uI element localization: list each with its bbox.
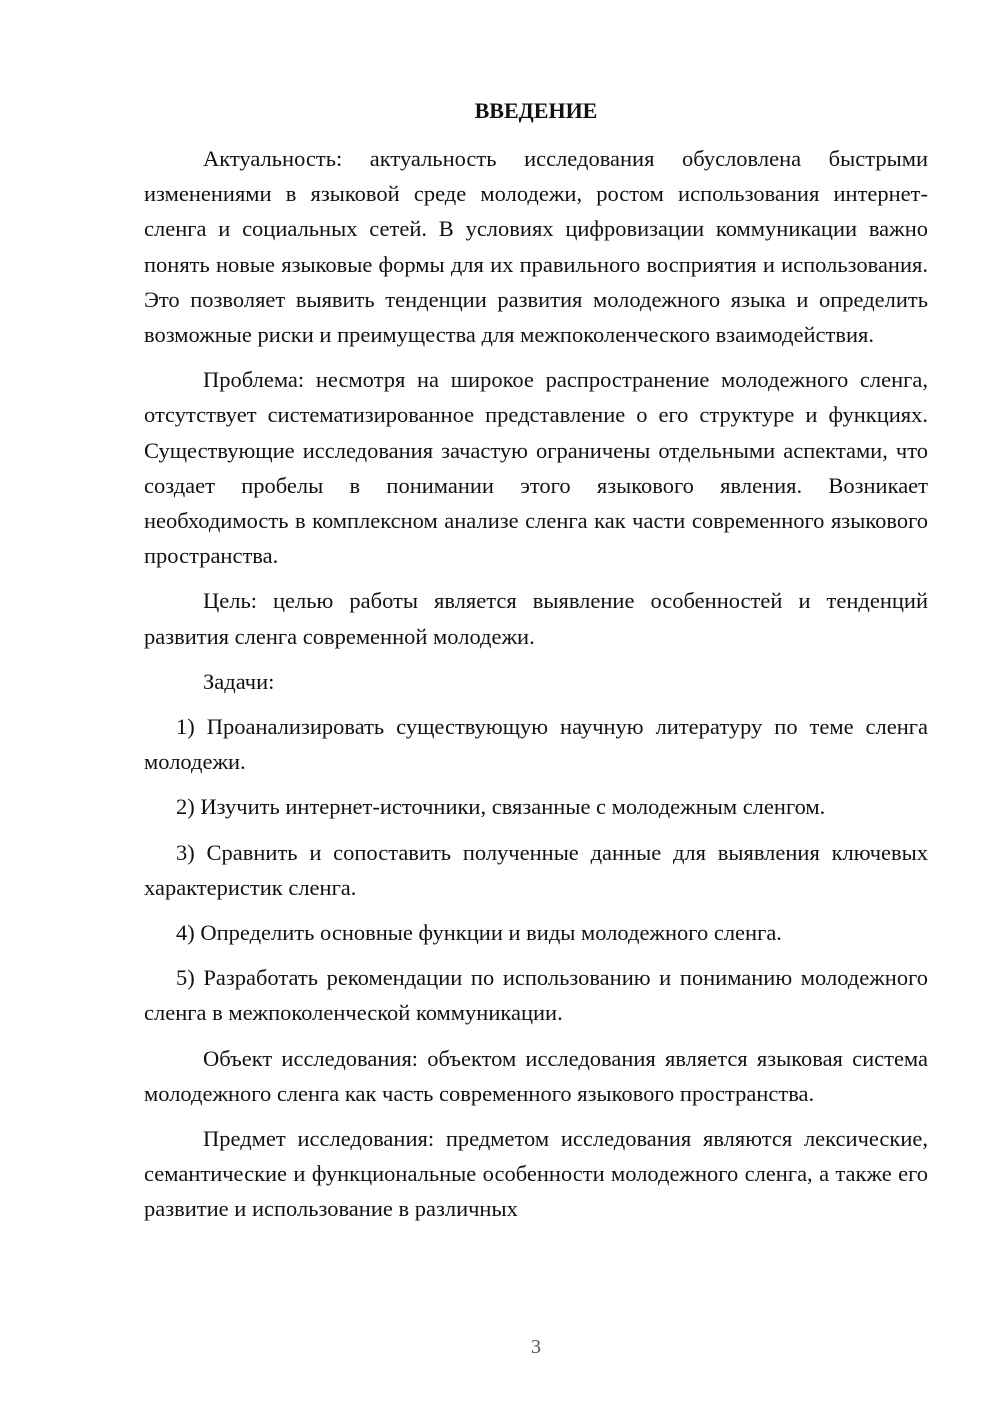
paragraph-object: Объект исследования: объектом исследования является языковая система молодежного сленга как часть современного языкового пространства. — [144, 1045, 928, 1106]
task-item: 1) Проанализировать существующую научную литературу по теме сленга молодежи. — [144, 714, 928, 775]
task-item: 4) Определить основные функции и виды молодежного сленга. — [176, 920, 782, 946]
task-item: 5) Разработать рекомендации по использованию и пониманию молодежного сленга в межпоколенческой коммуникации. — [144, 965, 928, 1026]
paragraph-tasks-heading: Задачи: — [203, 668, 275, 694]
task-item: 2) Изучить интернет-источники, связанные с молодежным сленгом. — [176, 794, 826, 820]
paragraph-goal: Цель: целью работы является выявление особенностей и тенденций развития сленга современной молодежи. — [144, 588, 928, 649]
paragraph-relevance: Актуальность: актуальность исследования обусловлена быстрыми изменениями в языковой среде молодежи, ростом использования интернет-сленга и социальных сетей. В условиях цифровизации коммуникации важно понять новые языковые формы для их правильного восприятия и использования. Это позволяет выявить тенденции развития молодежного языка и определить возможные риски и преимущества для межпоколенческого взаимодействия. — [144, 146, 928, 348]
document-body — [144, 141, 928, 1237]
paragraph-problem: Проблема: несмотря на широкое распространение молодежного сленга, отсутствует систематизированное представление о его структуре и функциях. Существующие исследования зачастую ограничены отдельными аспектами, что создает пробелы в понимании этого языкового явления. Возникает необходимость в комплексном анализе сленга как части современного языкового пространства. — [144, 367, 928, 569]
page-number: 3 — [531, 1336, 541, 1358]
page-title: ВВЕДЕНИЕ — [474, 98, 598, 123]
task-item: 3) Сравнить и сопоставить полученные данные для выявления ключевых характеристик сленга. — [144, 839, 928, 900]
paragraph-subject: Предмет исследования: предметом исследования являются лексические, семантические и функциональные особенности молодежного сленга, а также его развитие и использование в различных — [144, 1126, 928, 1222]
